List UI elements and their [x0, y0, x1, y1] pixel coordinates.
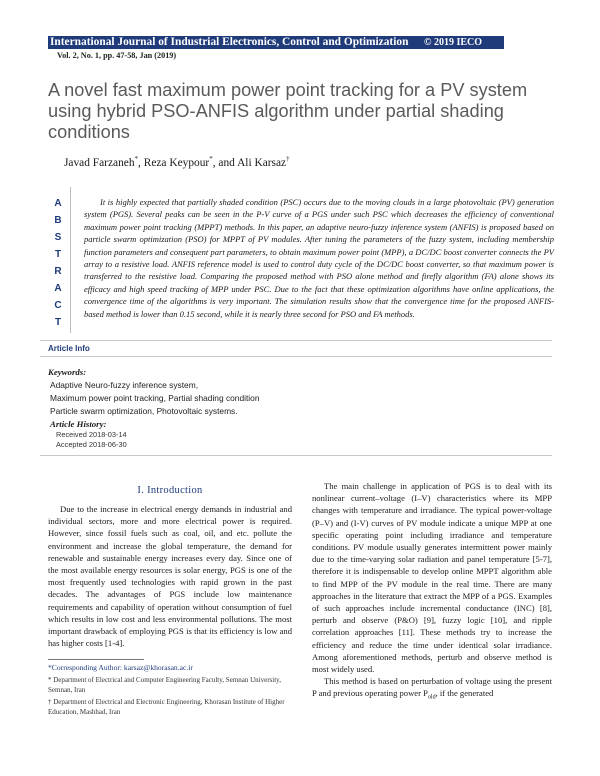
- abstract-divider: [70, 187, 71, 333]
- paper-title: A novel fast maximum power point tracking for a PV system using hybrid PSO-ANFIS algorithm under partial shading conditions: [48, 80, 528, 142]
- abstract-body: It is highly expected that partially shaded condition (PSC) occurs due to the moving clouds in a large photovoltaic (PV) generation system (PGS). Several peaks can be seen in the P-V curve of a PGS under such PSC which decreases the efficiency of conventional maximum power point tracking (MPPT) methods. In this paper, an adaptive neuro-fuzzy inference system (ANFIS) is proposed based on particle swarm optimization (PSO) for MPPT of PV modules. After tuning the parameters of the fuzzy system, including membership function parameters and consequent part parameters, to obtain maximum power point (MPP), a DC/DC boost converter connects the PV array to a resistive load. ANFIS reference model is used to control duty cycle of the DC/DC boost converter, so that maximum power is transferred to the resistive load. Comparing the proposed method with PSO alone method and firefly algorithm (FA) alone shows its efficacy and high speed tracking of MPP under PSC. Due to the fact that these optimization algorithms have online applications, the convergence time of the algorithms is very important. The simulation results show that the convergence time for the proposed ANFIS-based method is lower than 0.15 second, while it is nearly three second for PSO and FA methods.: [84, 197, 554, 319]
- abstract-letter: A: [54, 198, 62, 209]
- intro-right-column: [312, 480, 552, 704]
- keyword-line: Particle swarm optimization, Photovoltaic systems.: [50, 406, 238, 416]
- affiliation-footnote: † Department of Electrical and Electronic Engineering, Khorasan Institute of Higher Education, Mashhad, Iran: [48, 698, 285, 716]
- keywords-heading: Keywords:: [48, 367, 87, 377]
- history-heading: Article History:: [50, 419, 107, 429]
- paragraph: This method is based on perturbation of voltage using the present P and previous operating power $P_{old}$, if the generated: [312, 676, 552, 702]
- author-list: Javad Farzaneh*, Reza Keypour*, and Ali Karsaz†: [64, 155, 290, 169]
- abstract-letter: S: [54, 232, 62, 243]
- volume-info: Vol. 2, No. 1, pp. 47-58, Jan (2019): [57, 51, 177, 60]
- divider: [40, 356, 552, 357]
- abstract-letter: R: [54, 266, 62, 277]
- footnote-rule: [48, 659, 144, 660]
- abstract-letter: T: [54, 249, 62, 260]
- divider: [40, 340, 552, 341]
- affiliation-footnote: * Department of Electrical and Computer Engineering Faculty, Semnan University, Semnan, Iran: [48, 676, 281, 694]
- author-3: , and Ali Karsaz: [212, 156, 287, 169]
- divider: [40, 455, 552, 456]
- keyword-line: Maximum power point tracking, Partial shading condition: [50, 393, 260, 403]
- received-date: Received 2018-03-14: [56, 430, 127, 439]
- article-info-label: Article Info: [48, 344, 90, 353]
- paragraph: The main challenge in application of PGS is to deal with its nonlinear current–voltage (I–V) characteristics where its MPP changes with temperature and irradiance. The typical power-voltage (P–V) and (I-V) curves of PV module indicate a unique MPP at one specific operating point including irradiance and temperature conditions. PV module usually generates intermittent power mainly due to the time-varying solar radiation and panel temperature [5-7], therefore it is indispensable to develop online MPPT algorithm able to find MPP of the PV module in the real time. There are many approaches in the literature that extract the MPP of a PGS. Examples of such approaches include incremental conductance (INC) [8], perturb and observe (P&O) [9], fuzzy logic [10], and ripple correlation approaches [11]. These methods try to increase the efficiency and reduce the time under identical solar irradiance. Among aforementioned methods, perturb and observe method is most widely used.: [312, 481, 552, 675]
- author-1: Javad Farzaneh: [64, 156, 135, 169]
- intro-left-column: [48, 503, 292, 649]
- accepted-date: Accepted 2018-06-30: [56, 440, 127, 449]
- section-heading: I. Introduction: [137, 485, 203, 496]
- keyword-line: Adaptive Neuro-fuzzy inference system,: [50, 380, 199, 390]
- abstract-letter: A: [54, 283, 62, 294]
- author-2: , Reza Keypour: [138, 156, 210, 169]
- abstract-letter: T: [54, 317, 62, 328]
- journal-year-publisher: © 2019 IECO: [424, 37, 483, 48]
- abstract-letter: C: [54, 300, 62, 311]
- abstract-letter: B: [54, 215, 62, 226]
- journal-name: International Journal of Industrial Electronics, Control and Optimization: [50, 36, 409, 48]
- corresponding-author: *Corresponding Author: karsaz@khorasan.ac.ir: [48, 663, 193, 672]
- paragraph: Due to the increase in electrical energy demands in industrial and individual sectors, more and more electrical power is required. However, since fossil fuels such as coal, oil, and etc. pollute the environment and increase the global temperature, the demand for renewable and sustainable energy increases every day. Since one of the most available energy resources is solar energy, PGS is one of the most frequently used technologies with rapid grown in the past decades. The advantages of PGS include low maintenance requirements and capability of operation without consumption of fuel which results in low cost and less environmental pollutions. The most important drawback of employing PGS is that its efficiency is low and has higher costs [1-4].: [48, 504, 292, 649]
